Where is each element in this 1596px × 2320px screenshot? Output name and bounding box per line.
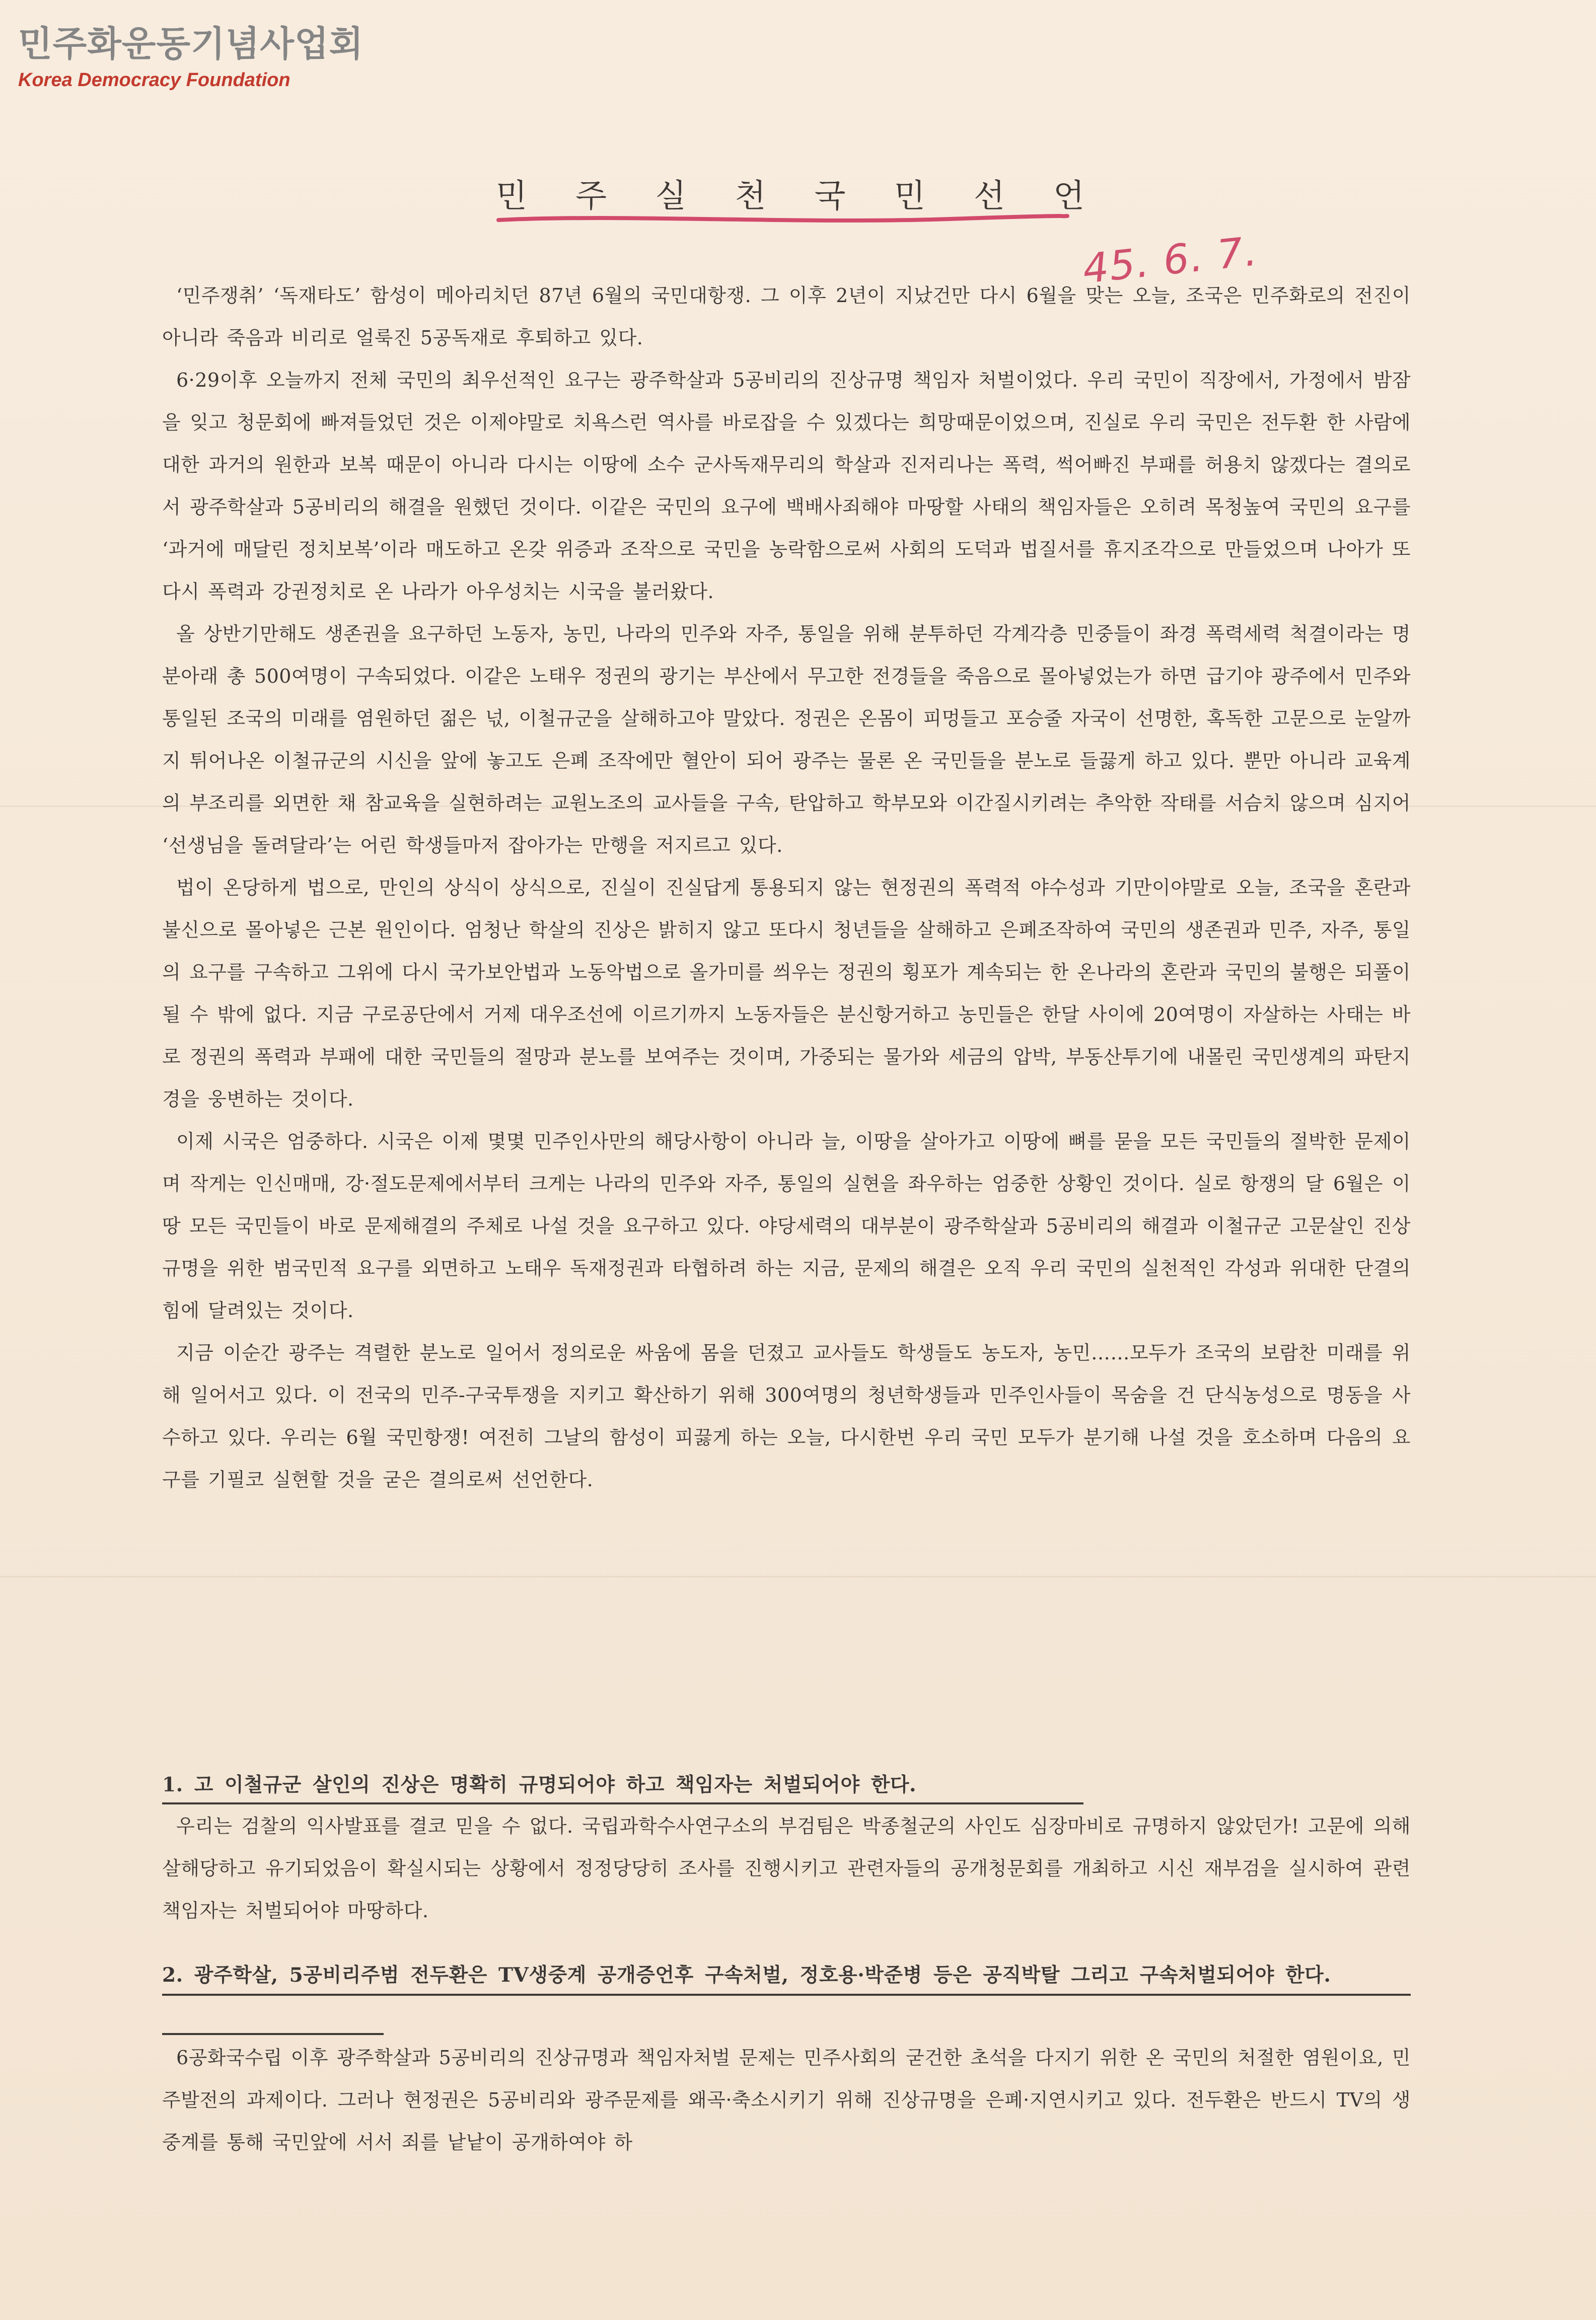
paragraph: 6공화국수립 이후 광주학살과 5공비리의 진상규명과 책임자처벌 문제는 민주사회의 굳건한 초석을 다지기 위한 온 국민의 처절한 염원이요, 민주발전의 과제이다. 그러나 현정권은 5공비리와 광주문제를 왜곡·축소시키기 위해 진상규명을 은폐·지연시키고 있다. 전두환은 반드시 TV의 생중계를 통해 국민앞에 서서 죄를 낱낱이 공개하여야 하 [162, 2047, 1411, 2153]
paragraph: 올 상반기만해도 생존권을 요구하던 노동자, 농민, 나라의 민주와 자주, 통일을 위해 분투하던 각계각층 민중들이 좌경 폭력세력 척결이라는 명분아래 총 500여명이 구속되었다. 이같은 노태우 정권의 광기는 부산에서 무고한 전경들을 죽음으로 몰아넣었는가 하면 급기야 광주에서 민주와 통일된 조국의 미래를 염원하던 젊은 넋, 이철규군을 살해하고야 말았다. 정권은 온몸이 피멍들고 포승줄 자국이 선명한, 혹독한 고문으로 눈알까지 튀어나온 이철규군의 시신을 앞에 놓고도 은폐 조작에만 혈안이 되어 광주는 물론 온 국민들을 분노로 들끓게 하고 있다. 뿐만 아니라 교육계의 부조리를 외면한 채 참교육을 실현하려는 교원노조의 교사들을 구속, 탄압하고 학부모와 이간질시키려는 추악한 작태를 서슴치 않으며 심지어 ‘선생님을 돌려달라’는 어린 학생들마저 잡아가는 만행을 저지르고 있다. [162, 623, 1411, 856]
foundation-logo [18, 21, 371, 102]
demand-heading: 1. 고 이철규군 살인의 진상은 명확히 규명되어야 하고 책임자는 처벌되어야 한다. [162, 1773, 917, 1796]
paragraph: ‘민주쟁취’ ‘독재타도’ 함성이 메아리치던 87년 6월의 국민대항쟁. 그 이후 2년이 지났건만 다시 6월을 맞는 오늘, 조국은 민주화로의 전진이 아니라 죽음과 비리로 얼룩진 5공독재로 후퇴하고 있다. [162, 284, 1411, 349]
demand-heading: 2. 광주학살, 5공비리주범 전두환은 TV생중계 공개증언후 구속처벌, 정호용·박준병 등은 공직박탈 그리고 구속처벌되어야 한다. [162, 1964, 1331, 1987]
heading-underline [162, 2033, 384, 2035]
paper-fold [0, 1576, 1596, 1577]
logo-korean-name: 민주화운동기념사업회 [18, 23, 364, 64]
heading-underline [162, 1802, 1083, 1804]
paragraph: 이제 시국은 엄중하다. 시국은 이제 몇몇 민주인사만의 해당사항이 아니라 늘, 이땅을 살아가고 이땅에 뼈를 묻을 모든 국민들의 절박한 문제이며 작게는 인신매매, 강·절도문제에서부터 크게는 나라의 민주와 자주, 통일의 실현을 좌우하는 엄중한 상황인 것이다. 실로 항쟁의 달 6월은 이땅 모든 국민들이 바로 문제해결의 주체로 나설 것을 요구하고 있다. 야당세력의 대부분이 광주학살과 5공비리의 해결과 이철규군 고문살인 진상규명을 위한 범국민적 요구를 외면하고 노태우 독재정권과 타협하려 하는 지금, 문제의 해결은 오직 우리 국민의 실천적인 각성과 위대한 단결의 힘에 달려있는 것이다. [162, 1130, 1411, 1322]
demand-body [162, 2037, 1411, 2163]
handwritten-date: 45. 6. 7. [1080, 228, 1260, 293]
paragraph: 법이 온당하게 법으로, 만인의 상식이 상식으로, 진실이 진실답게 통용되지 않는 현정권의 폭력적 야수성과 기만이야말로 오늘, 조국을 혼란과 불신으로 몰아넣은 근본 원인이다. 엄청난 학살의 진상은 밝히지 않고 또다시 청년들을 살해하고 은폐조작하여 국민의 생존권과 민주, 자주, 통일의 요구를 구속하고 그위에 다시 국가보안법과 노동악법으로 올가미를 씌우는 정권의 횡포가 계속되는 한 온나라의 혼란과 국민의 불행은 되풀이될 수 밖에 없다. 지금 구로공단에서 거제 대우조선에 이르기까지 노동자들은 분신항거하고 농민들은 한달 사이에 20여명이 자살하는 사태는 바로 정권의 폭력과 부패에 대한 국민들의 절망과 분노를 보여주는 것이며, 가중되는 물가와 세금의 압박, 부동산투기에 내몰린 국민생계의 파탄지경을 웅변하는 것이다. [162, 877, 1411, 1110]
paragraph: 지금 이순간 광주는 격렬한 분노로 일어서 정의로운 싸움에 몸을 던졌고 교사들도 학생들도 농도자, 농민……모두가 조국의 보람찬 미래를 위해 일어서고 있다. 이 전국의 민주-구국투쟁을 지키고 확산하기 위해 300여명의 청년학생들과 민주인사들이 목숨을 건 단식농성으로 명동을 사수하고 있다. 우리는 6월 국민항쟁! 여전히 그날의 함성이 피끓게 하는 오늘, 다시한번 우리 국민 모두가 분기해 나설 것을 호소하며 다음의 요구를 기필코 실현할 것을 굳은 결의로써 선언한다. [162, 1342, 1411, 1491]
declaration-body [162, 274, 1411, 1501]
paragraph: 우리는 검찰의 익사발표를 결코 믿을 수 없다. 국립과학수사연구소의 부검팀은 박종철군의 사인도 심장마비로 규명하지 않았던가! 고문에 의해 살해당하고 유기되었음이 확실시되는 상황에서 정정당당히 조사를 진행시키고 관련자들의 공개청문회를 개최하고 시신 재부검을 실시하여 관련책임자는 처벌되어야 마땅하다. [162, 1815, 1411, 1922]
paragraph: 6·29이후 오늘까지 전체 국민의 최우선적인 요구는 광주학살과 5공비리의 진상규명 책임자 처벌이었다. 우리 국민이 직장에서, 가정에서 밤잠을 잊고 청문회에 빠져들었던 것은 이제야말로 치욕스런 역사를 바로잡을 수 있겠다는 희망때문이었으며, 진실로 우리 국민은 전두환 한 사람에 대한 과거의 원한과 보복 때문이 아니라 다시는 이땅에 소수 군사독재무리의 학살과 진저리나는 폭력, 썩어빠진 부패를 허용치 않겠다는 결의로서 광주학살과 5공비리의 해결을 원했던 것이다. 이같은 국민의 요구에 백배사죄해야 마땅할 사태의 책임자들은 오히려 목청높여 국민의 요구를 ‘과거에 매달린 정치보복’이라 매도하고 온갖 위증과 조작으로 국민을 농락함으로써 사회의 도덕과 법질서를 휴지조각으로 만들었으며 나아가 또다시 폭력과 강권정치로 온 나라가 아우성치는 시국을 불러왔다. [162, 369, 1411, 603]
heading-underline [162, 1994, 1411, 1996]
demand-body [162, 1805, 1411, 1932]
document-title: 민 주 실 천 국 민 선 언 [496, 178, 1089, 215]
logo-english-name: Korea Democracy Foundation [18, 69, 291, 91]
title-underline-marker [496, 209, 1070, 229]
